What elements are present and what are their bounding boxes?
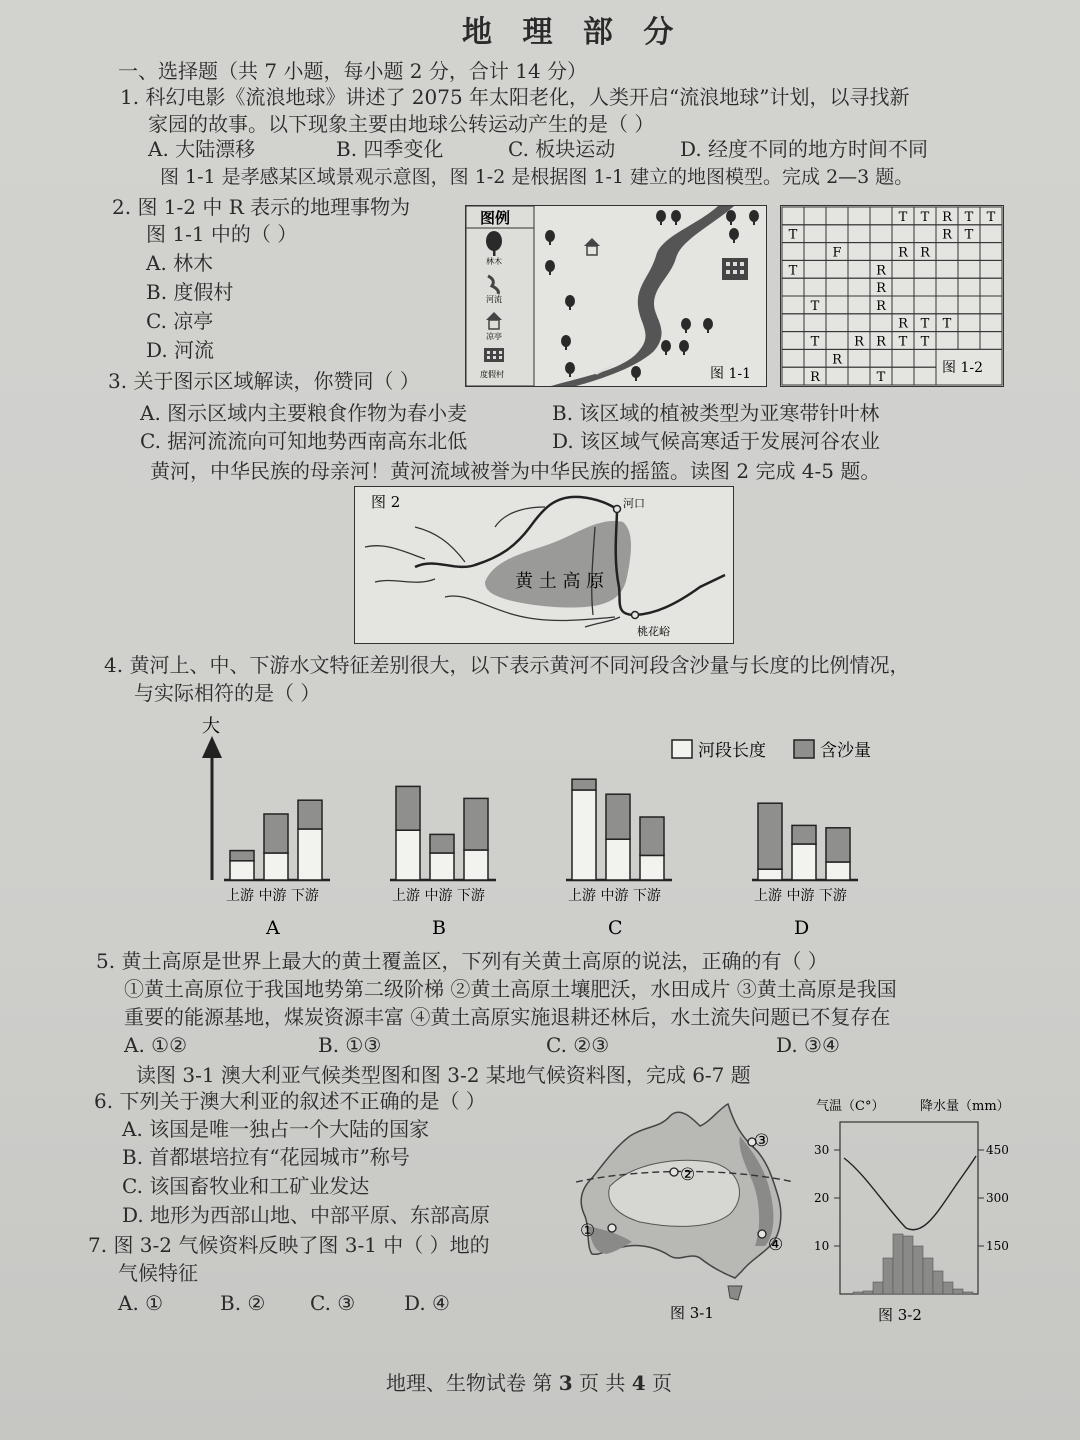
intro-2-3: 图 1-1 是孝感某区域景观示意图，图 1-2 是根据图 1-1 建立的地图模型。完成 2—3 题。 [160, 166, 914, 188]
grid-cell [804, 260, 826, 278]
grid-cell-R: R [898, 316, 908, 332]
q4-option-chart-C [566, 779, 672, 939]
grid-cell [914, 260, 936, 278]
q7-option-b: B. ② [220, 1291, 266, 1315]
figure-1-2-caption: 图 1-2 [942, 360, 983, 377]
legend-length-label: 河段长度 [698, 741, 766, 761]
legend-label-river: 河流 [486, 295, 502, 304]
grid-cell-R: R [854, 334, 864, 350]
bar-length-下游 [640, 855, 664, 880]
q5-stem: 5. 黄土高原是世界上最大的黄土覆盖区，下列有关黄土高原的说法，正确的有（ ） [96, 949, 828, 973]
bar-length-中游 [264, 853, 288, 880]
grid-cell [804, 278, 826, 296]
grid-cell [980, 314, 1002, 332]
bar-sand-上游 [396, 786, 420, 830]
q7-stem-line1: 7. 图 3-2 气候资料反映了图 3-1 中（ ）地的 [88, 1233, 490, 1257]
grid-cell-T: T [986, 209, 996, 225]
q4-stem-line1: 4. 黄河上、中、下游水文特征差别很大，以下表示黄河不同河段含沙量与长度的比例情况， [104, 653, 910, 677]
bar-sand-下游 [640, 817, 664, 855]
grid-cell [826, 278, 848, 296]
q2-stem-line2: 图 1-1 中的（ ） [146, 222, 298, 246]
bar-sand-上游 [230, 851, 254, 861]
grid-cell [914, 225, 936, 243]
grid-cell [848, 225, 870, 243]
grid-cell [782, 243, 804, 261]
legend-label-pavilion: 凉亭 [486, 332, 502, 341]
q6-option-c: C. 该国畜牧业和工矿业发达 [122, 1174, 370, 1198]
temp-axis-label: 气温（C°） [816, 1099, 885, 1114]
precip-tick-300: 300 [986, 1191, 1009, 1205]
legend-title: 图例 [480, 209, 511, 227]
grid-cell [782, 296, 804, 314]
grid-cell-R: R [876, 334, 886, 350]
grid-cell [826, 207, 848, 225]
grid-cell [870, 207, 892, 225]
marker-4-point [758, 1230, 766, 1238]
grid-cell-T: T [964, 209, 974, 225]
grid-cell [826, 314, 848, 332]
q6-option-a: A. 该国是唯一独占一个大陆的国家 [122, 1117, 430, 1141]
q3-option-c: C. 据河流流向可知地势西南高东北低 [140, 429, 468, 453]
bar-length-上游 [230, 861, 254, 880]
q4-option-chart-B [390, 786, 496, 939]
q5-statement-line2: 重要的能源基地，煤炭资源丰富 ④黄土高原实施退耕还林后，水土流失问题已不复存在 [124, 1005, 891, 1029]
bar-sand-中游 [430, 834, 454, 853]
figure-3-2 [810, 1096, 1040, 1328]
grid-cell-R: R [942, 209, 952, 225]
grid-cell [914, 367, 936, 385]
grid-cell [848, 260, 870, 278]
q2-stem-line1: 2. 图 1-2 中 R 表示的地理事物为 [112, 195, 411, 219]
temp-tick-20: 20 [814, 1191, 830, 1205]
grid-cell-T: T [898, 334, 908, 350]
loess-plateau-label: 黄 土 高 原 [515, 571, 605, 592]
figure-1-2 [780, 205, 1004, 387]
grid-cell [936, 332, 958, 350]
grid-cell-T: T [964, 227, 974, 243]
grid-cell [892, 296, 914, 314]
intro-4-5: 黄河，中华民族的母亲河！黄河流域被誉为中华民族的摇篮。读图 2 完成 4-5 题。 [150, 459, 881, 483]
grid-cell [980, 225, 1002, 243]
grid-cell [936, 296, 958, 314]
q4-stem-line2: 与实际相符的是（ ） [134, 681, 321, 705]
tasmania [728, 1286, 742, 1300]
bar-length-中游 [606, 839, 630, 880]
grid-cell [892, 349, 914, 367]
bar-sand-下游 [464, 798, 488, 850]
grid-cell-T: T [898, 209, 908, 225]
q1-option-b: B. 四季变化 [336, 137, 444, 161]
footer-total-pages: 4 [631, 1371, 646, 1395]
bar-length-下游 [464, 850, 488, 880]
grid-cell [848, 367, 870, 385]
grid-cell [958, 332, 980, 350]
q4-chart [190, 714, 910, 944]
q5-option-c: C. ②③ [546, 1033, 610, 1057]
grid-cell [848, 207, 870, 225]
grid-cell [848, 349, 870, 367]
section-heading: 一、选择题（共 7 小题，每小题 2 分，合计 14 分） [118, 59, 588, 83]
grid-cell [980, 260, 1002, 278]
figure-2-label: 图 2 [371, 493, 401, 511]
temp-tick-10: 10 [814, 1239, 830, 1253]
grid-cell [936, 278, 958, 296]
figure-3-1 [570, 1096, 800, 1326]
grid-cell-T: T [920, 209, 930, 225]
grid-cell-R: R [920, 245, 930, 261]
q4-option-chart-A [224, 800, 330, 939]
q2-option-c: C. 凉亭 [146, 309, 214, 333]
legend-sand-label: 含沙量 [820, 741, 871, 761]
figure-1-1 [465, 205, 767, 387]
grid-cell [826, 332, 848, 350]
grid-cell [958, 243, 980, 261]
q4-option-label-C: C [608, 917, 623, 939]
q5-option-b: B. ①③ [318, 1033, 382, 1057]
grid-cell-R: R [876, 281, 886, 297]
bar-sand-中游 [606, 794, 630, 839]
q5-option-d: D. ③④ [776, 1033, 840, 1057]
q2-option-b: B. 度假村 [146, 280, 234, 304]
bar-length-下游 [826, 862, 850, 880]
page-footer [386, 1370, 672, 1396]
figure-1-1-caption: 图 1-1 [710, 366, 751, 382]
grid-cell [936, 260, 958, 278]
bar-sand-中游 [264, 814, 288, 853]
grid-cell [804, 314, 826, 332]
grid-cell [848, 278, 870, 296]
q7-option-d: D. ④ [404, 1291, 450, 1315]
precip-tick-150: 150 [986, 1239, 1009, 1253]
q6-option-b: B. 首都堪培拉有“花园城市”称号 [122, 1145, 410, 1169]
bar-sand-上游 [572, 779, 596, 790]
q4-xlabel: 上游 中游 下游 [392, 888, 485, 904]
grid-cell [892, 260, 914, 278]
intro-6-7: 读图 3-1 澳大利亚气候类型图和图 3-2 某地气候资料图，完成 6-7 题 [136, 1063, 751, 1087]
grid-cell [892, 367, 914, 385]
q1-stem-line1: 1. 科幻电影《流浪地球》讲述了 2075 年太阳老化，人类开启“流浪地球”计划，以寻找新 [120, 85, 910, 109]
q1-option-c: C. 板块运动 [508, 137, 616, 161]
footer-mid: 页 共 [579, 1371, 626, 1395]
bar-length-中游 [792, 844, 816, 880]
grid-cell [870, 225, 892, 243]
figure-2 [354, 486, 734, 644]
taohuayu-label: 桃花峪 [637, 625, 670, 638]
grid-cell [826, 260, 848, 278]
figure-3-2-caption: 图 3-2 [878, 1306, 922, 1324]
grid-cell-R: R [898, 245, 908, 261]
figure-3-1-caption: 图 3-1 [670, 1304, 714, 1322]
bar-length-中游 [430, 853, 454, 880]
grid-cell [804, 225, 826, 243]
grid-cell [782, 332, 804, 350]
grid-cell [914, 278, 936, 296]
q7-option-c: C. ③ [310, 1291, 356, 1315]
grid-cell [782, 278, 804, 296]
footer-suffix: 页 [652, 1371, 672, 1395]
grid-cell [804, 207, 826, 225]
grid-cell [892, 278, 914, 296]
grid-cell-R: R [876, 298, 886, 314]
q4-option-label-D: D [794, 917, 810, 939]
grid-cell [958, 314, 980, 332]
grid-cell [804, 349, 826, 367]
grid-cell [980, 278, 1002, 296]
q3-option-d: D. 该区域气候高寒适于发展河谷农业 [552, 429, 881, 453]
marker-3-label: ③ [754, 1131, 770, 1151]
q7-option-a: A. ① [118, 1291, 164, 1315]
resort-on-map [722, 258, 748, 280]
precip-bars [853, 1234, 973, 1294]
bar-sand-上游 [758, 803, 782, 869]
grid-cell [958, 296, 980, 314]
q3-option-b: B. 该区域的植被类型为亚寒带针叶林 [552, 401, 880, 425]
grid-cell [980, 332, 1002, 350]
bar-length-上游 [396, 830, 420, 880]
q6-stem: 6. 下列关于澳大利亚的叙述不正确的是（ ） [94, 1089, 486, 1113]
bar-length-上游 [572, 790, 596, 880]
q4-option-label-A: A [266, 917, 280, 939]
precip-axis-label: 降水量（mm） [920, 1099, 1010, 1114]
grid-cell-T: T [810, 298, 820, 314]
grid-cell [826, 367, 848, 385]
grid-cell-T: T [920, 334, 930, 350]
q6-option-d: D. 地形为西部山地、中部平原、东部高原 [122, 1203, 491, 1227]
grid-cell [870, 314, 892, 332]
legend-label-resort: 度假村 [480, 370, 504, 379]
bar-length-下游 [298, 829, 322, 880]
grid-cell [804, 243, 826, 261]
grid-cell-T: T [788, 263, 798, 279]
q3-option-a: A. 图示区域内主要粮食作物为春小麦 [140, 401, 468, 425]
pavilion-on-map [584, 238, 600, 255]
q1-option-a: A. 大陆漂移 [148, 137, 256, 161]
grid-cell [870, 243, 892, 261]
loess-plateau-area [485, 521, 631, 608]
footer-prefix: 地理、生物试卷 第 [386, 1371, 553, 1395]
grid-cell [848, 296, 870, 314]
grid-cell-R: R [832, 352, 842, 368]
q5-option-a: A. ①② [124, 1033, 188, 1057]
grid-cell-T: T [788, 227, 798, 243]
bar-sand-中游 [792, 825, 816, 844]
grid-cell [892, 225, 914, 243]
river-path [551, 206, 734, 386]
grid-cell-T: T [810, 334, 820, 350]
q4-legend [672, 740, 871, 761]
q4-axis-label: 大 [202, 716, 220, 737]
q2-option-a: A. 林木 [146, 251, 214, 275]
temp-tick-30: 30 [814, 1143, 830, 1157]
q3-stem: 3. 关于图示区域解读，你赞同（ ） [108, 369, 420, 393]
grid-cell [958, 260, 980, 278]
grid-cell [914, 349, 936, 367]
q4-option-label-B: B [432, 917, 446, 939]
marker-1-point [608, 1224, 616, 1232]
temperature-curve [844, 1156, 976, 1230]
resort-icon [484, 348, 504, 362]
grid-cell [870, 349, 892, 367]
marker-1-label: ① [580, 1221, 596, 1241]
q4-xlabel: 上游 中游 下游 [754, 888, 847, 904]
q1-option-d: D. 经度不同的地方时间不同 [680, 137, 929, 161]
grid-cell-F: F [832, 245, 842, 261]
footer-page-number: 3 [558, 1371, 573, 1395]
marker-2-label: ② [680, 1165, 696, 1185]
grid-cell [980, 243, 1002, 261]
bar-sand-下游 [826, 828, 850, 862]
q5-statement-line1: ①黄土高原位于我国地势第二级阶梯 ②黄土高原土壤肥沃，水田成片 ③黄土高原是我国 [124, 977, 897, 1001]
grid-cell [782, 314, 804, 332]
grid-cell [848, 314, 870, 332]
grid-cell-R: R [810, 370, 820, 386]
q7-stem-line2: 气候特征 [118, 1261, 198, 1285]
grid-cell [936, 243, 958, 261]
bar-length-上游 [758, 869, 782, 880]
precip-tick-450: 450 [986, 1143, 1009, 1157]
grid-cell-T: T [942, 316, 952, 332]
q4-xlabel: 上游 中游 下游 [568, 888, 661, 904]
grid-cell [914, 296, 936, 314]
hekou-label: 河口 [623, 497, 645, 510]
legend-label-forest: 林木 [486, 257, 502, 266]
grid-cell [782, 349, 804, 367]
marker-4-label: ④ [768, 1235, 784, 1255]
q4-xlabel: 上游 中游 下游 [226, 888, 319, 904]
grid-cell [782, 367, 804, 385]
grid-cell [826, 296, 848, 314]
grid-cell-T: T [876, 370, 886, 386]
page-title: 地 理 部 分 [462, 15, 684, 50]
grid-cell [826, 225, 848, 243]
grid-cell [958, 278, 980, 296]
q2-option-d: D. 河流 [146, 338, 215, 362]
grid-cell [980, 296, 1002, 314]
grid-cell-R: R [942, 227, 952, 243]
grid-cell-R: R [876, 263, 886, 279]
bar-sand-下游 [298, 800, 322, 829]
grid-cell [782, 207, 804, 225]
q1-stem-line2: 家园的故事。以下现象主要由地球公转运动产生的是（ ） [148, 112, 655, 136]
grid-cell [848, 243, 870, 261]
q4-option-chart-D [752, 803, 858, 939]
marker-2-point [670, 1168, 678, 1176]
grid-cell-T: T [920, 316, 930, 332]
